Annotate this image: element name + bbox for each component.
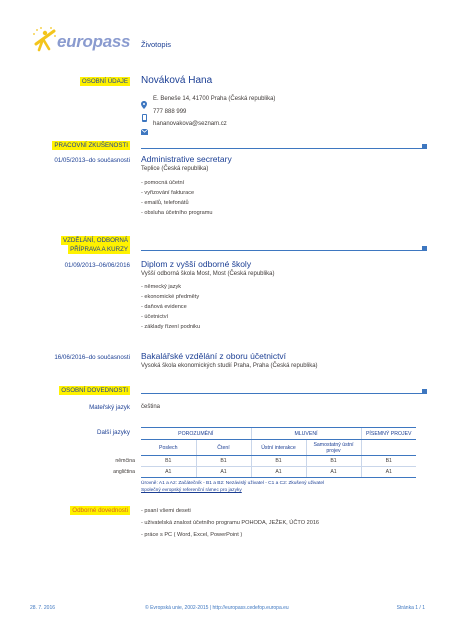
languages-group-header (95, 428, 416, 440)
level-cell: B1 (141, 456, 196, 467)
europass-logo (30, 24, 130, 54)
email-link[interactable]: hananovakova@seznam.cz (153, 121, 227, 127)
europass-logo-text: europass (57, 32, 131, 51)
person-name: Nováková Hana (141, 75, 213, 86)
work-section-marker (422, 144, 427, 149)
level-cell: A1 (141, 467, 196, 478)
framework-link[interactable]: Společný evropský referenční rámec pro jazyky (141, 488, 242, 493)
list-item: - emailů, telefonátů (141, 200, 189, 206)
personal-section-label: OSOBNÍ ÚDAJE (81, 78, 128, 85)
education-entry-date: 01/09/2013–06/06/2016 (64, 262, 130, 269)
list-item: - daňová evidence (141, 304, 187, 310)
work-entry-title: Administrative secretary (141, 154, 232, 164)
list-item: - psaní všemi deseti (141, 508, 191, 514)
education-entry-place: Vysoká škola ekonomických studií Praha, Praha (Česká republika) (141, 363, 318, 369)
language-name: angličtina (113, 469, 135, 475)
list-item: - uživatelská znalost účetního programu POHODA, JEŽEK, ÚČTO 2016 (141, 520, 320, 526)
level-cell: B1 (361, 456, 416, 467)
mother-tongue-value: čeština (141, 404, 161, 410)
education-section-label: VZDĚLÁNÍ, ODBORNÁ PŘÍPRAVA A KURZY (63, 237, 128, 253)
footer-date: 28. 7. 2016 (30, 605, 56, 611)
job-skills-label: Odborné dovednosti (72, 507, 128, 514)
subheader-production: Samostatný ústní projev (306, 440, 361, 456)
levels-note: Úrovně: A1 a A2: Začátečník - B1 a B2: Nezávislý uživatel - C1 a C2: Zkušený uživatel (141, 481, 325, 486)
work-entry-date: 01/05/2013–do současnosti (54, 157, 130, 164)
education-entry-place: Vyšší odborná škola Most, Most (Česká republika) (141, 271, 275, 277)
subheader-listening: Poslech (141, 440, 196, 456)
group-speaking: MLUVENÍ (251, 428, 361, 440)
level-cell: B1 (251, 456, 306, 467)
languages-table (95, 427, 416, 478)
footer-copyright: © Evropská unie, 2002-2015 | http://europass.cedefop.europa.eu (145, 605, 289, 611)
level-cell: B1 (306, 456, 361, 467)
language-name: němčina (115, 458, 135, 464)
group-understanding: POROZUMĚNÍ (141, 428, 251, 440)
work-entry-items (141, 178, 213, 218)
education-section-marker (422, 246, 427, 251)
list-item: - německý jazyk (141, 284, 182, 290)
skills-section-line (141, 393, 424, 394)
phone-text: 777 888 999 (153, 109, 187, 115)
work-section-line (141, 148, 424, 149)
work-section-label: PRACOVNÍ ZKUŠENOSTI (54, 142, 128, 149)
level-cell: A1 (361, 467, 416, 478)
subheader-interaction: Ústní interakce (251, 440, 306, 456)
list-item: - vyřizování fakturace (141, 190, 195, 196)
education-entry-date: 16/06/2016–do současnosti (54, 354, 130, 361)
group-writing: PÍSEMNÝ PROJEV (361, 428, 416, 440)
list-item: - ekonomické předměty (141, 294, 200, 300)
table-row (95, 456, 416, 467)
level-cell: A1 (251, 467, 306, 478)
list-item: - účetnictví (141, 314, 169, 320)
skills-section-label: OSOBNÍ DOVEDNOSTI (61, 387, 128, 394)
list-item: - základy řízení podniku (141, 324, 201, 330)
level-cell: B1 (196, 456, 251, 467)
education-section-line (141, 250, 424, 251)
address-text: E. Beneše 14, 41700 Praha (Česká republika) (153, 96, 276, 102)
education-entry-title: Diplom z vyšší odborné školy (141, 259, 252, 269)
level-cell: A1 (196, 467, 251, 478)
document-title: Životopis (141, 40, 172, 49)
mother-tongue-label: Mateřský jazyk (89, 404, 130, 411)
list-item: - obsluha účetního programu (141, 210, 213, 216)
job-skills-items (141, 505, 319, 541)
work-entry-place: Teplice (Česká republika) (141, 166, 209, 172)
skills-section-marker (422, 389, 427, 394)
education-entry-items (141, 282, 200, 332)
footer-page-number: Stránka 1 / 1 (396, 605, 425, 611)
level-cell: A1 (306, 467, 361, 478)
list-item: - pomocná účetní (141, 180, 185, 186)
email-icon (141, 122, 148, 140)
table-row (95, 467, 416, 478)
education-entry-title: Bakalářské vzdělání z oboru účetnictví (141, 351, 287, 361)
subheader-reading: Čtení (196, 440, 251, 456)
languages-subheader (95, 440, 416, 456)
list-item: - práce s PC ( Word, Excel, PowerPoint ) (141, 532, 243, 538)
other-languages-label: Další jazyky (96, 429, 130, 436)
europass-stars-icon (30, 24, 60, 54)
